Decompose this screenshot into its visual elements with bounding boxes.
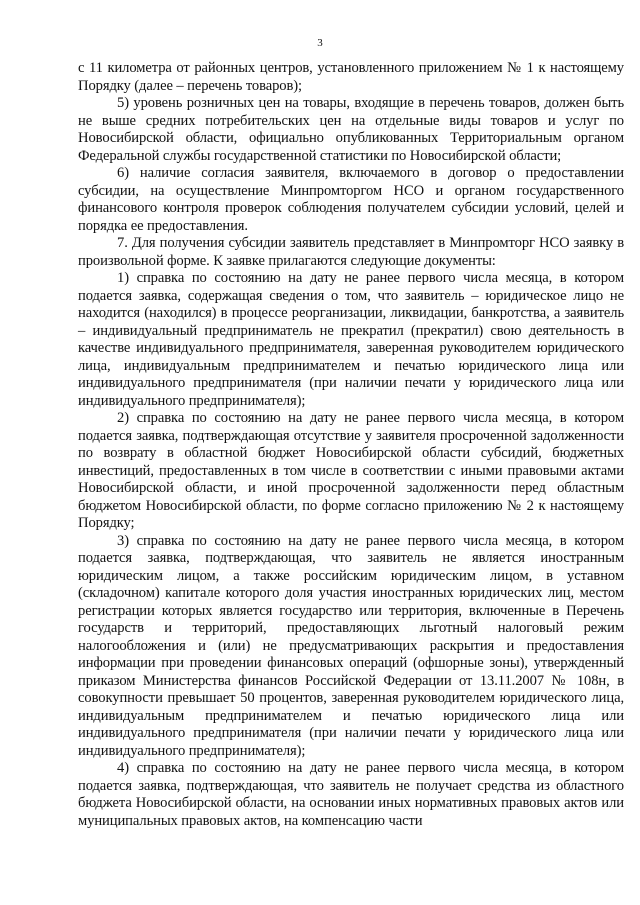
paragraph-section-7: 7. Для получения субсидии заявитель представляет в Минпромторг НСО заявку в произвольной форме. К заявке прилагаются следующие документы: — [78, 235, 624, 269]
paragraph-continuation: с 11 километра от районных центров, установленного приложением № 1 к настоящему Порядку (далее – перечень товаров); — [78, 60, 624, 94]
paragraph-document-1: 1) справка по состоянию на дату не ранее первого числа месяца, в котором подается заявка, содержащая сведения о том, что заявитель – юридическое лицо не находится (находился) в процессе реорганизации, ликвидации, банкротства, а заявитель – индивидуальный предприниматель не прекратил (прекратил) свою деятельность в качестве индивидуального предпринимателя, заверенная руководителем юридического лица, индивидуальным предпринимателем и печатью юридического лица или индивидуального предпринимателя (при наличии печати у юридического лица или индивидуального предпринимателя); — [78, 270, 624, 409]
paragraph-document-3: 3) справка по состоянию на дату не ранее первого числа месяца, в котором подается заявка, подтверждающая, что заявитель не является иностранным юридическим лицом, а также российским юридическим лицом, в уставном (складочном) капитале которого доля участия иностранных юридических лиц, местом регистрации которых является государство или территория, включенные в Перечень государств и территорий, предоставляющих льготный налоговый режим налогообложения и (или) не предусматривающих раскрытия и предоставления информации при проведении финансовых операций (офшорные зоны), утвержденный приказом Министерства финансов Российской Федерации от 13.11.2007 № 108н, в совокупности превышает 50 процентов, заверенная руководителем юридического лица, индивидуальным предпринимателем и печатью юридического лица или индивидуального предпринимателя (при наличии печати у юридического лица или индивидуального предпринимателя); — [78, 532, 624, 759]
paragraph-item-5: 5) уровень розничных цен на товары, входящие в перечень товаров, должен быть не выше средних потребительских цен на отдельные виды товаров и услуг по Новосибирской области, официально опубликованных Территориальным органом Федеральной службы государственной статистики по Новосибирской области; — [78, 95, 624, 164]
page-number: 3 — [317, 37, 323, 49]
document-body — [78, 60, 624, 830]
paragraph-document-4: 4) справка по состоянию на дату не ранее первого числа месяца, в котором подается заявка, подтверждающая, что заявитель не получает средства из областного бюджета Новосибирской области, на основании иных нормативных правовых актов или муниципальных правовых актов, на компенсацию части — [78, 760, 624, 829]
paragraph-document-2: 2) справка по состоянию на дату не ранее первого числа месяца, в котором подается заявка, подтверждающая отсутствие у заявителя просроченной задолженности по возврату в областной бюджет Новосибирской области субсидий, бюджетных инвестиций, предоставленных в том числе в соответствии с иными правовыми актами Новосибирской области, и иной просроченной задолженности перед областным бюджетом Новосибирской области, по форме согласно приложению № 2 к настоящему Порядку; — [78, 410, 624, 531]
paragraph-item-6: 6) наличие согласия заявителя, включаемого в договор о предоставлении субсидии, на осуществление Минпромторгом НСО и органом государственного финансового контроля проверок соблюдения получателем субсидии условий, целей и порядка ее предоставления. — [78, 165, 624, 234]
